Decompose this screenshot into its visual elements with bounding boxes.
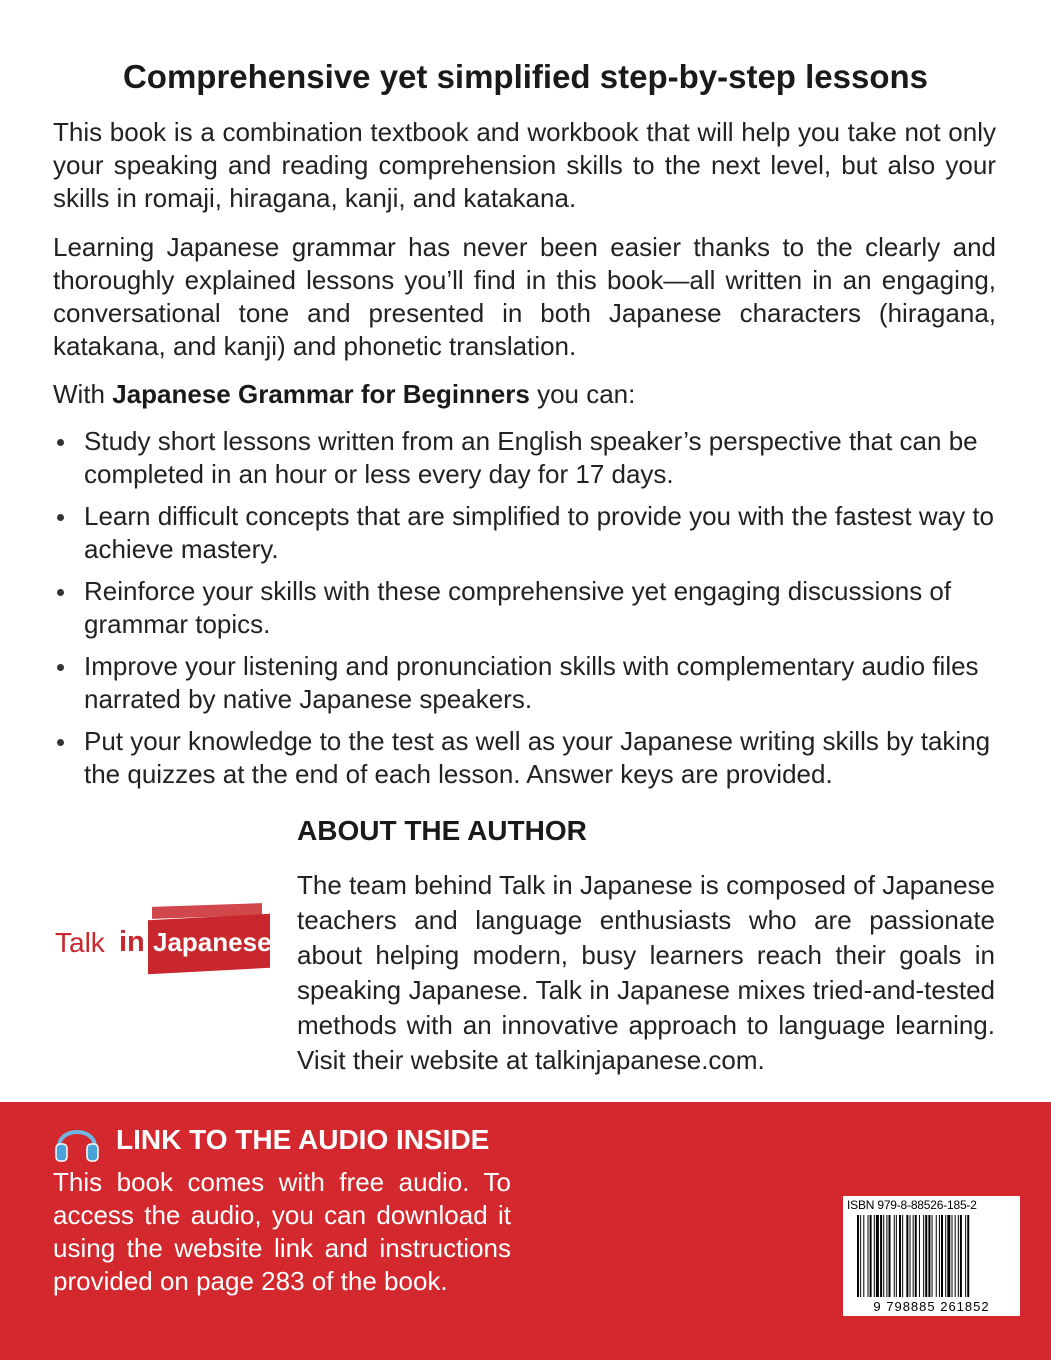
benefits-intro [53, 378, 635, 411]
barcode-bars [843, 1196, 1020, 1316]
audio-heading: LINK TO THE AUDIO INSIDE [116, 1124, 490, 1155]
barcode-bar [919, 1215, 920, 1297]
about-heading: ABOUT THE AUTHOR [297, 815, 587, 846]
about-text: The team behind Talk in Japanese is composed of Japanese teachers and language enthusiasts who are passionate about helping modern, busy learners reach their goals in speaking Japanese. Talk in Japanese mixes tried-and-tested methods with an innovative approach to language learning. Visit their website at talkinjapanese.com. [297, 870, 995, 1075]
isbn-label: ISBN 979-8-88526-185-2 [847, 1198, 977, 1212]
barcode-bar [936, 1215, 937, 1297]
talk-in-japanese-logo [52, 905, 272, 980]
isbn-barcode [843, 1196, 1020, 1316]
list-item: Improve your listening and pronunciation skills with complementary audio files narrated by native Japanese speakers. [53, 650, 996, 716]
barcode-bar [947, 1215, 950, 1297]
list-item: Reinforce your skills with these comprehensive yet engaging discussions of grammar topics. [53, 575, 996, 641]
barcode-bar [967, 1215, 969, 1297]
intro-suffix: you can: [529, 379, 636, 409]
benefits-list [53, 425, 996, 800]
audio-description: This book comes with free audio. To access the audio, you can download it using the website link and instructions provided on page 283 of the book. [53, 1167, 511, 1296]
barcode-bar [899, 1215, 901, 1297]
intro-prefix: With [53, 379, 113, 409]
barcode-bar [913, 1215, 914, 1297]
barcode-bar [874, 1215, 875, 1297]
book-title: Japanese Grammar for Beginners [112, 379, 530, 409]
barcode-bar [910, 1215, 911, 1297]
barcode-bar [958, 1215, 959, 1297]
barcode-bar [894, 1215, 895, 1297]
list-item: Study short lessons written from an English speaker’s perspective that can be completed in an hour or less every day for 17 days. [53, 425, 996, 491]
barcode-bar [902, 1215, 903, 1297]
barcode-bar [868, 1215, 869, 1297]
barcode-bar [923, 1215, 924, 1297]
list-item: Put your knowledge to the test as well as your Japanese writing skills by taking the quizzes at the end of each lesson. Answer keys are provided. [53, 725, 996, 791]
barcode-bar [955, 1215, 956, 1297]
barcode-bar [889, 1215, 891, 1297]
logo-word-talk: Talk [55, 927, 105, 958]
barcode-bar [952, 1215, 953, 1297]
logo-word-in: in [119, 926, 145, 958]
barcode-bar [915, 1215, 917, 1297]
barcode-bar [928, 1215, 930, 1297]
barcode-bar [857, 1215, 859, 1297]
barcode-bar [960, 1215, 962, 1297]
description-paragraph-1: This book is a combination textbook and workbook that will help you take not only your speaking and reading comprehension skills to the next level, but also your skills in romaji, hiragana, kanji, and katakana. [53, 117, 996, 213]
barcode-bar [876, 1215, 879, 1297]
barcode-bar [906, 1215, 908, 1297]
logo-word-japanese: Japanese [153, 927, 272, 957]
barcode-digits: 9 798885 261852 [873, 1299, 990, 1314]
barcode-bar [896, 1215, 897, 1297]
barcode-bar [863, 1215, 864, 1297]
barcode-bar [880, 1215, 882, 1297]
barcode-bar [870, 1215, 872, 1297]
barcode-bar [860, 1215, 861, 1297]
page-title: Comprehensive yet simplified step-by-step lessons [122, 58, 929, 95]
barcode-bar [883, 1215, 884, 1297]
barcode-bar [925, 1215, 927, 1297]
barcode-bar [941, 1215, 943, 1297]
headphones-icon [54, 1119, 100, 1163]
barcode-bar [939, 1215, 940, 1297]
barcode-bar [965, 1215, 966, 1297]
barcode-bar [932, 1215, 933, 1297]
audio-footer-banner [0, 1102, 1051, 1360]
description-paragraph-2: Learning Japanese grammar has never been easier thanks to the clearly and thoroughly explained lessons you’ll find in this book—all written in an engaging, conversational tone and presented in both Japanese characters (hiragana, katakana, and kanji) and phonetic translation. [53, 232, 996, 361]
list-item: Learn difficult concepts that are simplified to provide you with the fastest way to achieve mastery. [53, 500, 996, 566]
barcode-bar [945, 1215, 946, 1297]
barcode-bar [886, 1215, 887, 1297]
